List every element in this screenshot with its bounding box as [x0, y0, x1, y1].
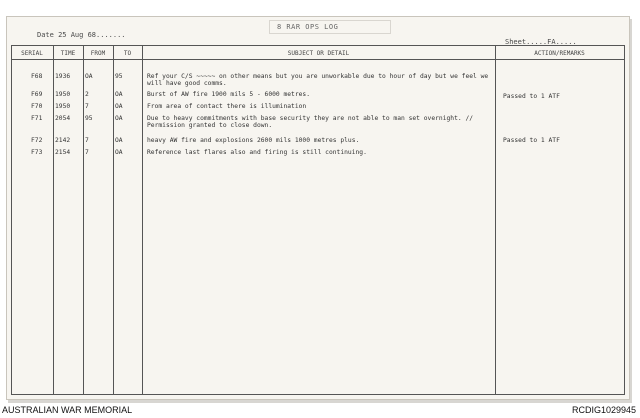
cell-from: 2 — [85, 91, 89, 98]
cell-time: 2142 — [55, 137, 71, 144]
cell-from: 95 — [85, 115, 93, 122]
col-divider — [11, 45, 12, 395]
cell-from: 7 — [85, 137, 89, 144]
table-header-rule — [11, 59, 625, 60]
table-bottom-rule — [11, 394, 625, 395]
cell-from: 7 — [85, 103, 89, 110]
col-divider — [53, 45, 54, 395]
col-divider — [83, 45, 84, 395]
cell-to: 95 — [115, 73, 123, 80]
cell-detail: From area of contact there is illumination — [147, 103, 307, 110]
col-divider — [142, 45, 143, 395]
col-head-subject: SUBJECT OR DETAIL — [287, 50, 350, 57]
col-divider — [113, 45, 114, 395]
col-head-from: FROM — [90, 50, 106, 57]
sheet-label: Sheet.....FA..... — [505, 38, 577, 46]
cell-to: OA — [115, 115, 123, 122]
cell-remarks: Passed to 1 ATF — [503, 137, 560, 144]
cell-remarks: Passed to 1 ATF — [503, 93, 560, 100]
cell-to: OA — [115, 103, 123, 110]
table-top-rule — [11, 45, 625, 46]
cell-serial: F73 — [31, 149, 43, 156]
log-title: 8 RAR OPS LOG — [277, 23, 339, 31]
cell-time: 2154 — [55, 149, 71, 156]
cell-detail: heavy AW fire and explosions 2600 mils 1000 metres plus. — [147, 137, 360, 144]
col-head-time: TIME — [60, 50, 76, 57]
cell-to: OA — [115, 137, 123, 144]
cell-from: 7 — [85, 149, 89, 156]
cell-serial: F72 — [31, 137, 43, 144]
cell-serial: F71 — [31, 115, 43, 122]
cell-from: OA — [85, 73, 93, 80]
cell-detail: Burst of AW fire 1900 mils 5 - 6000 metres. — [147, 91, 311, 98]
archive-credit: AUSTRALIAN WAR MEMORIAL — [2, 405, 133, 415]
cell-time: 2054 — [55, 115, 71, 122]
cell-serial: F70 — [31, 103, 43, 110]
cell-detail: Reference last flares also and firing is still continuing. — [147, 149, 367, 156]
col-head-serial: SERIAL — [21, 50, 43, 57]
col-head-remarks: ACTION/REMARKS — [534, 50, 585, 57]
cell-serial: F69 — [31, 91, 43, 98]
cell-to: OA — [115, 149, 123, 156]
date-label: Date 25 Aug 68....... — [37, 31, 126, 39]
sheet-value: FA — [547, 38, 556, 46]
col-divider — [624, 45, 625, 395]
col-divider — [495, 45, 496, 395]
cell-time: 1950 — [55, 91, 71, 98]
cell-detail: Due to heavy commitments with base security they are not able to man set overnight. // Permission granted to close down. — [147, 115, 474, 129]
cell-serial: F68 — [31, 73, 43, 80]
date-value: 25 Aug 68 — [58, 31, 97, 39]
cell-detail: Ref your C/S ~~~~~ on other means but you are unworkable due to hour of day but we feel we will have good comms. — [147, 73, 489, 87]
col-head-to: TO — [123, 50, 132, 57]
document-id: RCDIG1029945 — [571, 405, 636, 415]
cell-to: OA — [115, 91, 123, 98]
cell-time: 1936 — [55, 73, 71, 80]
cell-time: 1950 — [55, 103, 71, 110]
log-sheet — [6, 16, 630, 400]
